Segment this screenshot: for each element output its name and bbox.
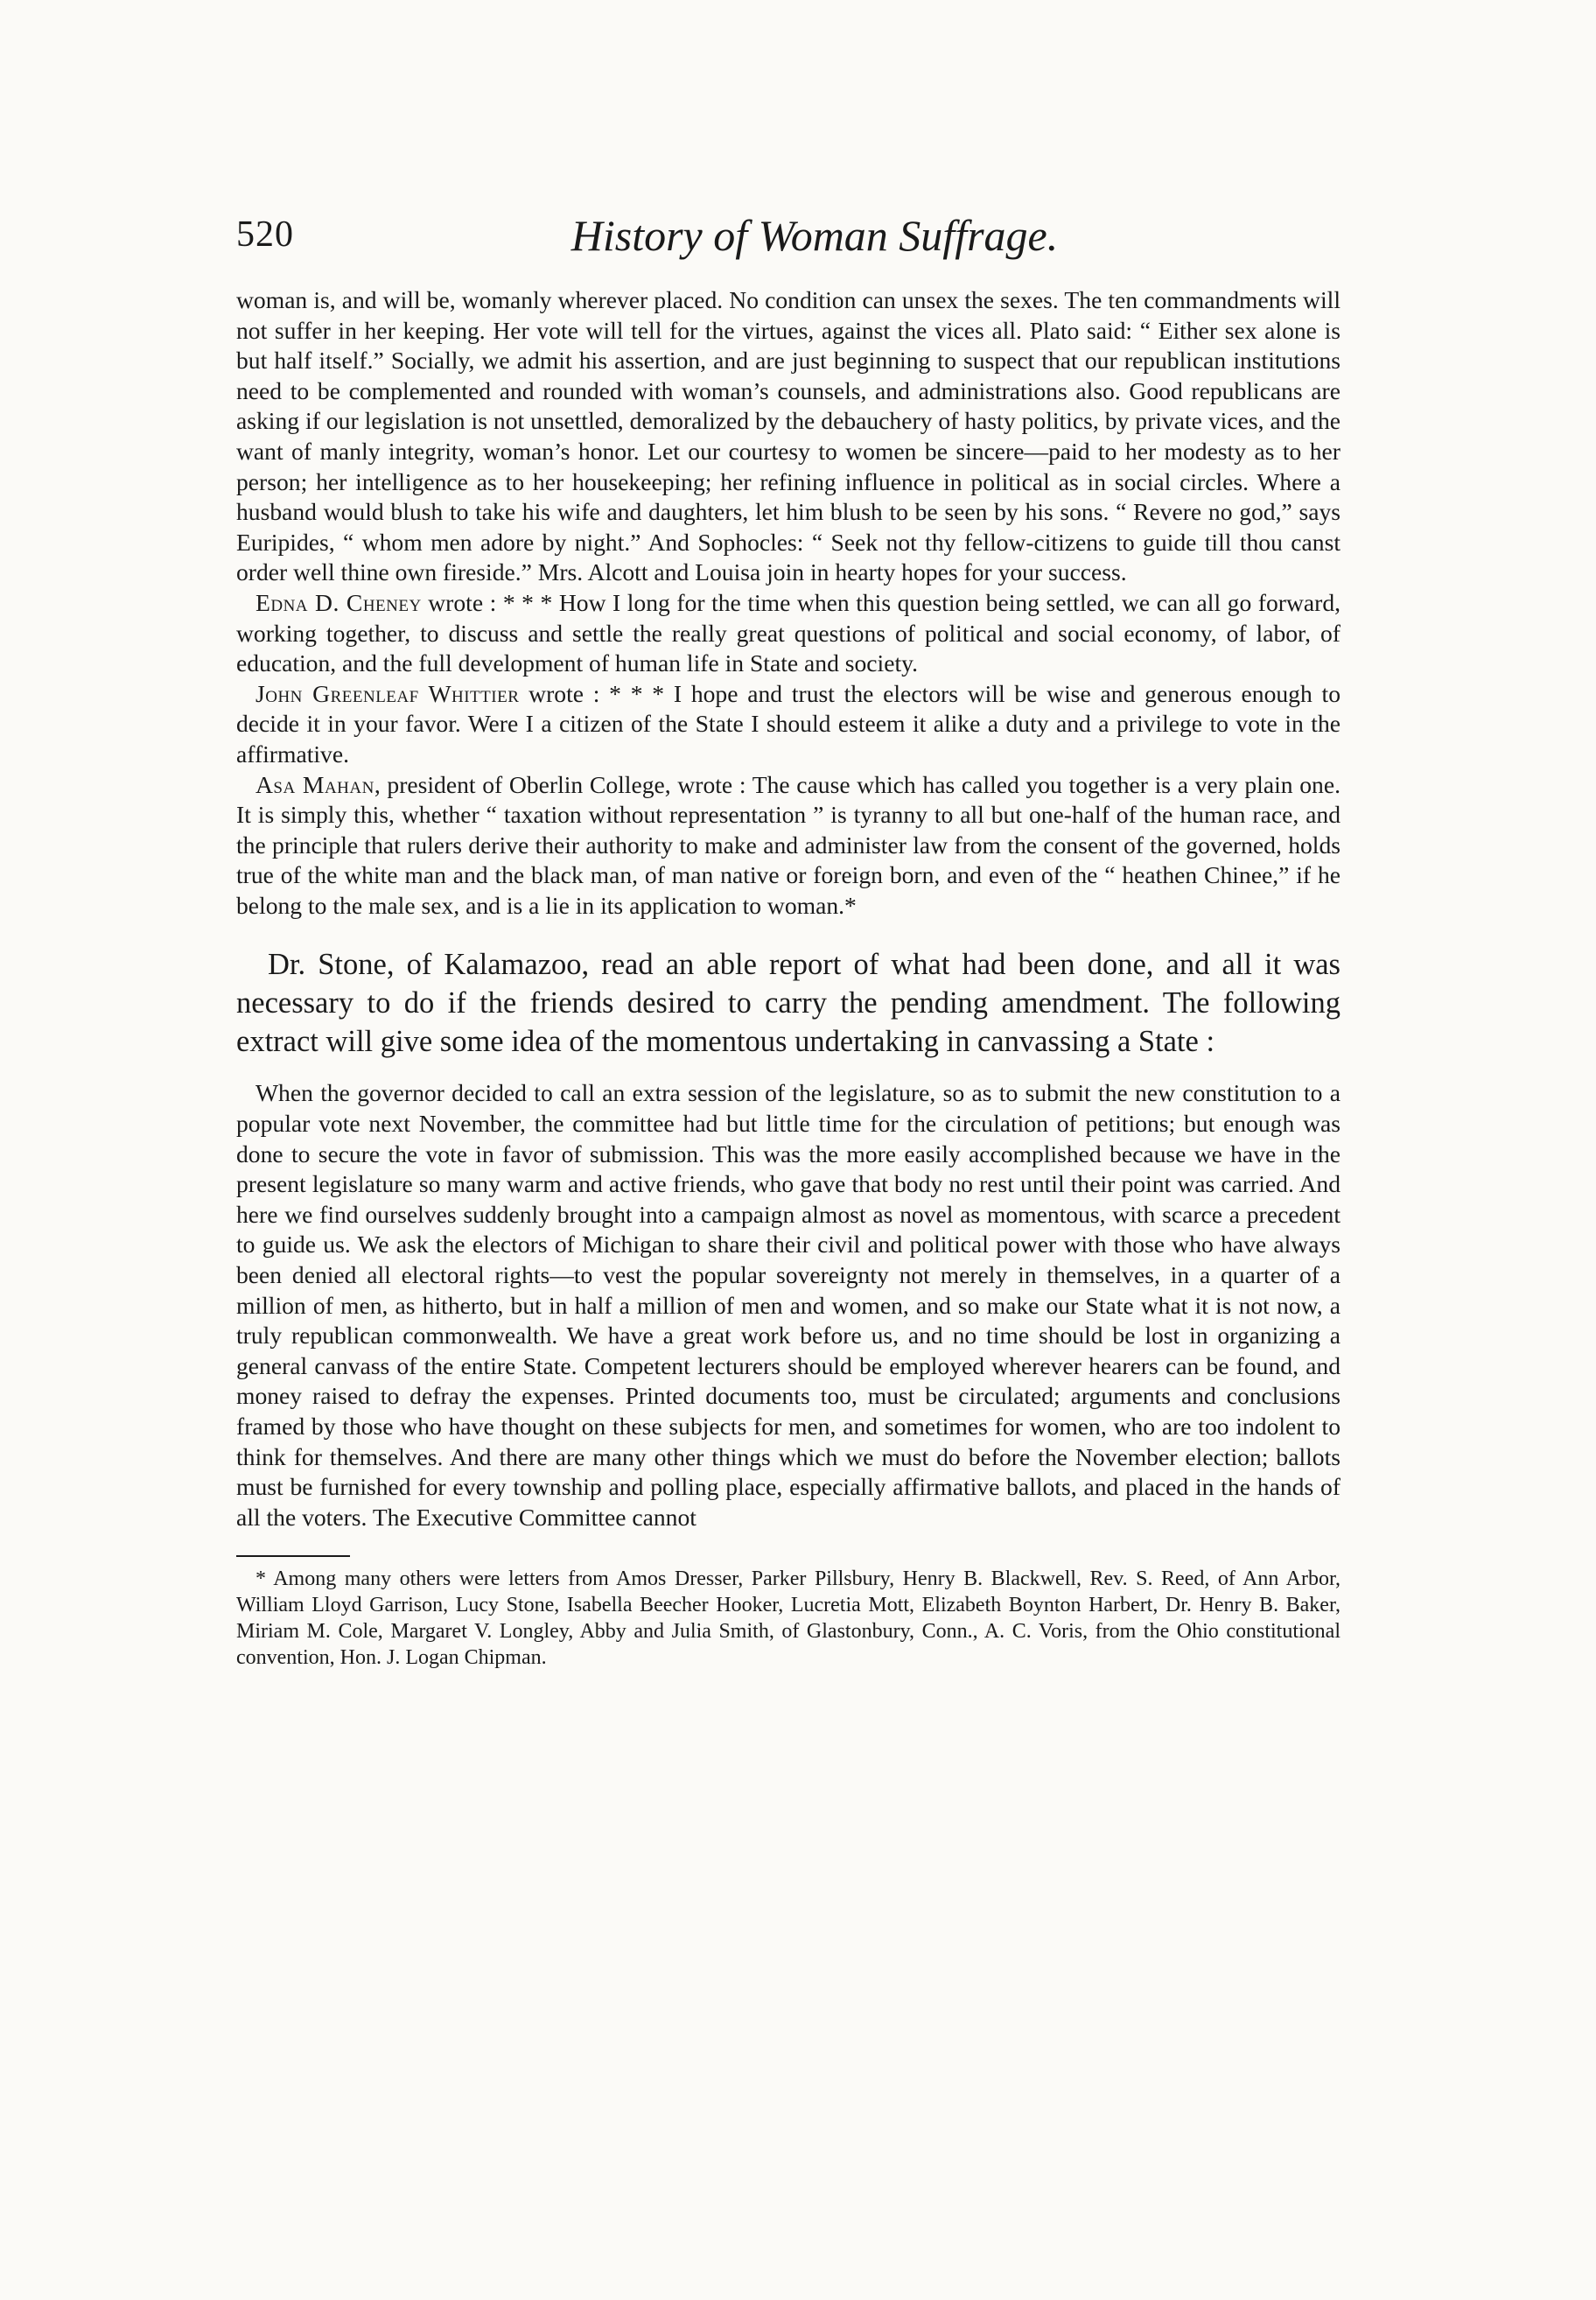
letter-text: woman is, and will be, womanly wherever placed. No condition can unsex the sexes. The ten commandments will not suffer in her keeping. Her vote will tell for the virtues, against the vices all. Plato said: “ Either sex alone is but half itself.” Socially, we admit his assertion, and are just beginning to suspect that our republican institutions need to be complemented and rounded with woman’s counsels, and administrations also. Good republicans are asking if our legislation is not unsettled, demoralized by the debauchery of hasty politics, by private vices, and the want of manly integrity, woman’s honor. Let our courtesy to women be sincere—paid to her modesty as to her person; her intelligence as to her housekeeping; her refining influence in political as in social circles. Where a husband would blush to take his wife and daughters, let him blush to be seen by his sons. “ Revere no god,” says Euripides, “ whom men adore by night.” And Sophocles: “ Seek not thy fellow-citizens to guide till thou canst order well thine own fireside.” Mrs. Alcott and Louisa join in hearty hopes for your success. (236, 286, 1340, 586)
letter-author: Edna D. Cheney (256, 588, 422, 616)
letter-whittier (236, 679, 1340, 770)
running-head (236, 210, 1340, 266)
report-extract: When the governor decided to call an extra session of the legislature, so as to submit the new constitution to a popular vote next November, the committee had but little time for the circulation of petitions; but enough was done to secure the vote in favor of submission. This was the more easily accomplished because we have in the present legislature so many warm and active friends, who gave that body no rest until their point was carried. And here we find ourselves suddenly brought into a campaign almost as novel as momentous, with scarce a precedent to guide us. We ask the electors of Michigan to share their civil and political power with those who have always been denied all electoral rights—to vest the popular sovereignty not merely in themselves, in a quarter of a million of men, as hitherto, but in half a million of men and women, and so make our State what it is not now, a truly republican commonwealth. We have a great work before us, and no time should be lost in organizing a general canvass of the entire State. Competent lecturers should be employed wherever hearers can be found, and money raised to defray the expenses. Printed documents too, must be circulated; arguments and conclusions framed by those who have thought on these subjects for men, and sometimes for women, who are too indolent to think for themselves. And there are many other things which we must do before the November election; ballots must be furnished for every township and polling place, especially affirmative ballots, and placed in the hands of all the voters. The Executive Committee cannot (236, 1079, 1340, 1531)
footnote-section (236, 1566, 1340, 1671)
body-paragraph: Dr. Stone, of Kalamazoo, read an able report of what had been done, and all it was necessary to do if the friends desired to carry the pending amendment. The following extract will give some idea of the momentous undertaking in canvassing a State : (236, 948, 1340, 1059)
letter-author: Asa Mahan (256, 770, 374, 798)
letter-text: , president of Oberlin College, wrote : The cause which has called you together is a very plain one. It is simply this, whether “ taxation without representation ” is tyranny to all but one-half of the human race, and the principle that rulers derive their authority to make and administer law from the consent of the governed, holds true of the white man and the black man, of man native or foreign born, and even of the “ heathen Chinee,” if he belong to the male sex, and is a lie in its application to woman.* (236, 770, 1340, 919)
letter-mahan (236, 770, 1340, 922)
book-page (236, 210, 1340, 1671)
running-title: History of Woman Suffrage. (570, 211, 1059, 260)
footnote: * Among many others were letters from Amos Dresser, Parker Pillsbury, Henry B. Blackwell, Rev. S. Reed, of Ann Arbor, William Lloyd Garrison, Lucy Stone, Isabella Beecher Hooker, Lucretia Mott, Elizabeth Boynton Harbert, Dr. Henry B. Baker, Miriam M. Cole, Margaret V. Longley, Abby and Julia Smith, of Glastonbury, Conn., A. C. Voris, from the Ohio constitutional convention, Hon. J. Logan Chipman. (236, 1567, 1340, 1670)
letter-cheney (236, 588, 1340, 679)
narrative-section (236, 945, 1340, 1061)
letter-excerpts (236, 285, 1340, 921)
letter-author: John Greenleaf Whittier (256, 679, 520, 707)
report-extract-section (236, 1078, 1340, 1532)
letter-continuation (236, 285, 1340, 588)
page-number: 520 (236, 214, 294, 255)
footnote-rule (236, 1555, 350, 1557)
letter-text: wrote : * * * How I long for the time when this question being settled, we can all go forward, working together, to discuss and settle the really great questions of political and social economy, of labor, of education, and the full development of human life in State and society. (236, 588, 1341, 677)
letter-text: wrote : * * * I hope and trust the electors will be wise and generous enough to decide it in your favor. Were I a citizen of the State I should esteem it alike a duty and a privilege to vote in the affirmative. (236, 679, 1340, 768)
